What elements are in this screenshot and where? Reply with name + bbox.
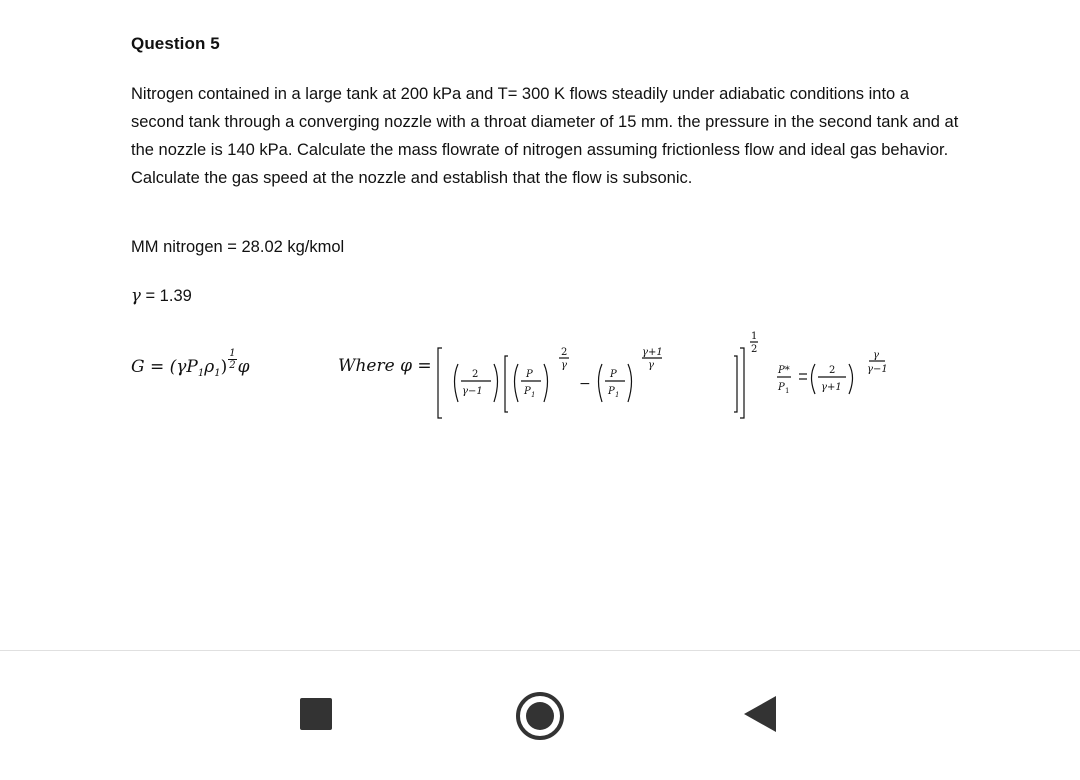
svg-text:γ−1: γ−1: [462, 386, 483, 397]
equation-phi: [338, 330, 758, 399]
svg-text:P: P: [778, 382, 785, 393]
svg-text:1: 1: [615, 391, 620, 399]
svg-text:P: P: [610, 369, 617, 380]
svg-text:2: 2: [829, 365, 836, 376]
gamma-symbol: γ: [131, 286, 141, 305]
android-navigation-bar: [0, 651, 1080, 780]
circle-icon: [516, 692, 564, 740]
gamma-value: = 1.39: [140, 287, 192, 305]
triangle-icon: [744, 696, 776, 732]
svg-text:1: 1: [531, 391, 536, 399]
svg-text:γ+1: γ+1: [642, 347, 663, 358]
svg-text:γ: γ: [561, 360, 567, 371]
recents-button[interactable]: [300, 698, 332, 730]
svg-text:2: 2: [561, 347, 568, 358]
svg-text:γ−1: γ−1: [867, 364, 888, 375]
eq2-where: Where φ =: [338, 356, 432, 376]
question-body: Nitrogen contained in a large tank at 200 kPa and T= 300 K flows steadily under adiabatic conditions into a second tank through a converging nozzle with a throat diameter of 15 mm. the pressure in the second tank and at the nozzle is 140 kPa. Calculate the mass flowrate of nitrogen assuming frictionless flow and ideal gas behavior. Calculate the gas speed at the nozzle and establish that the flow is subsonic.: [131, 85, 959, 187]
gamma-line: [131, 286, 192, 306]
home-button[interactable]: [516, 692, 564, 740]
molar-mass-line: MM nitrogen = 28.02 kg/kmol: [131, 238, 345, 256]
svg-text:−: −: [579, 376, 591, 392]
svg-text:2: 2: [472, 369, 479, 380]
svg-text:γ: γ: [648, 360, 654, 371]
svg-text:1: 1: [751, 331, 758, 342]
svg-text:2: 2: [751, 344, 758, 355]
svg-text:P: P: [524, 386, 531, 397]
back-button[interactable]: [744, 696, 776, 732]
question-title: Question 5: [131, 34, 220, 53]
equation-mass-flux: $G = (\gamma P_1\rho_1)$ $\frac{1}{2}$ φ: [131, 348, 250, 379]
square-icon: [300, 698, 332, 730]
phi-expression-svg: [436, 330, 766, 422]
eq3-num: P*: [778, 365, 790, 376]
svg-text:1: 1: [785, 387, 790, 395]
eq1-lhs: G = (γP: [131, 357, 198, 377]
svg-text:γ: γ: [873, 350, 879, 361]
equation-critical-pressure: [775, 350, 905, 407]
svg-text:γ+1: γ+1: [821, 382, 842, 393]
critical-pressure-svg: [775, 350, 905, 402]
svg-text:P: P: [608, 386, 615, 397]
eq1-rho: ρ: [204, 357, 215, 377]
svg-text:P: P: [526, 369, 533, 380]
